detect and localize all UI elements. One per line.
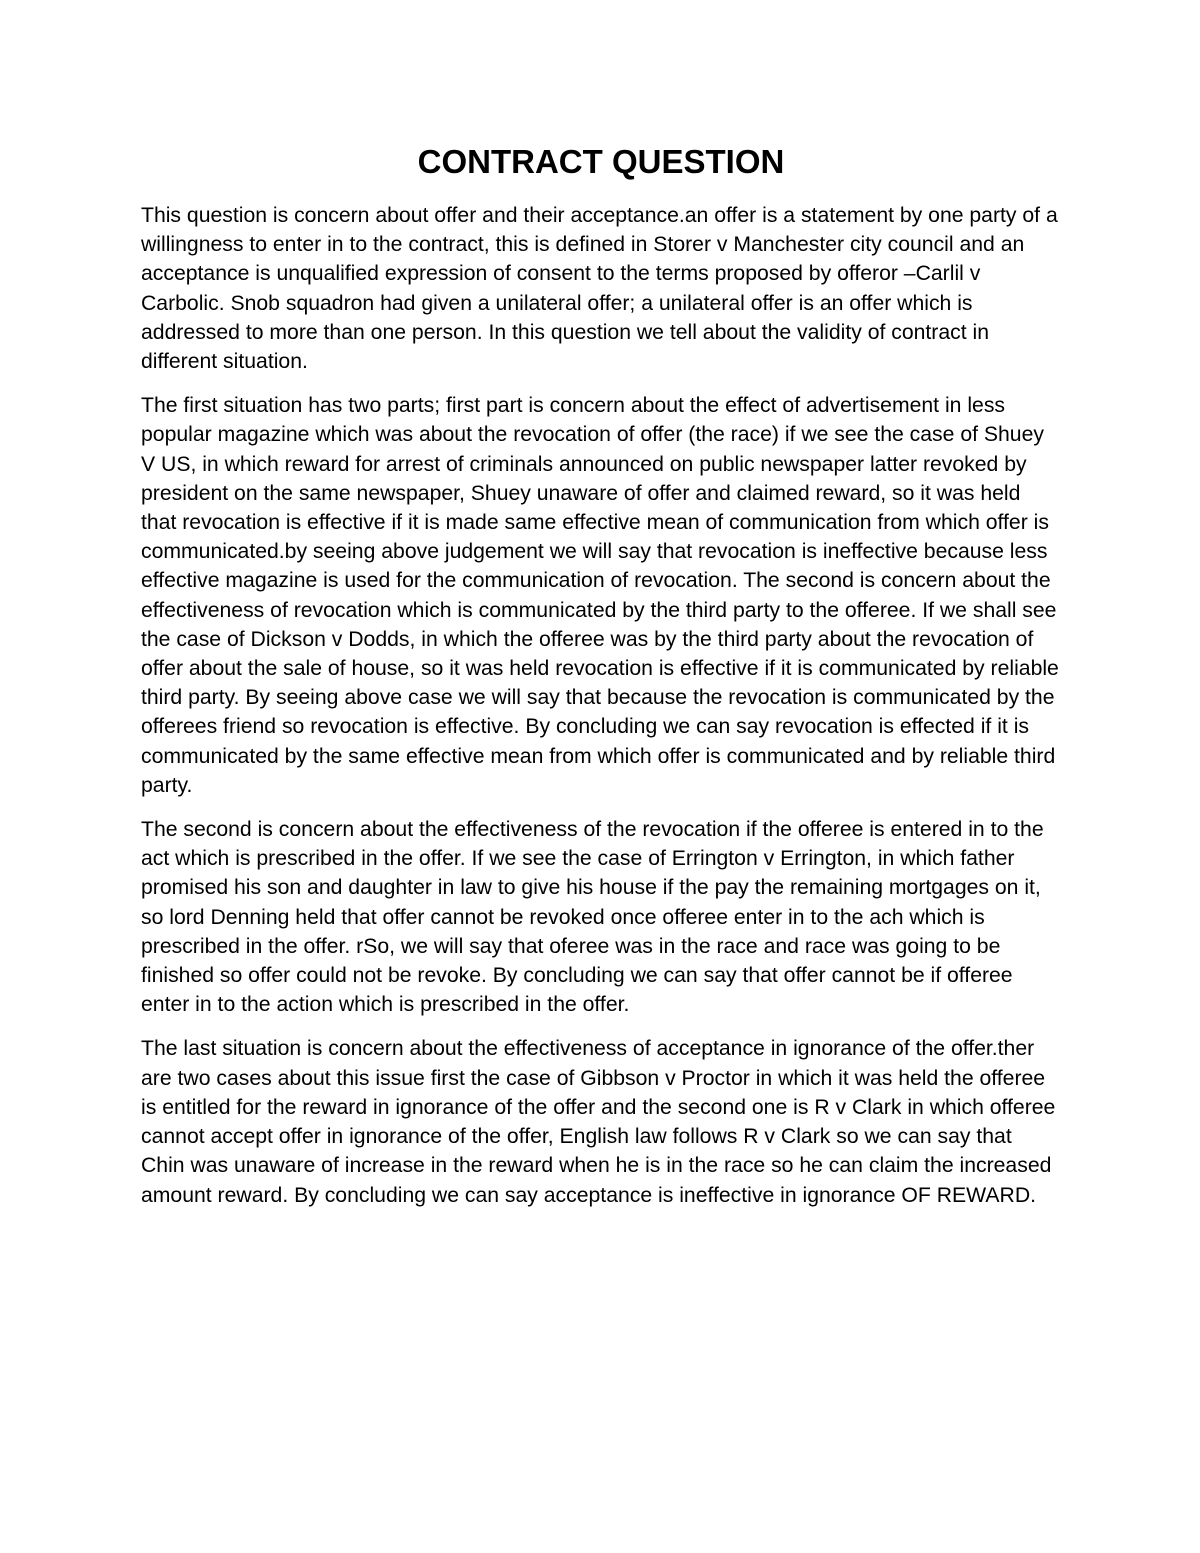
paragraph-first-situation: The first situation has two parts; first part is concern about the effect of advertisement in less popular magazine which was about the revocation of offer (the race) if we see the case of Shuey V US, in which reward for arrest of criminals announced on public newspaper latter revoked by president on the same newspaper, Shuey unaware of offer and claimed reward, so it was held that revocation is effective if it is made same effective mean of communication from which offer is communicated.by seeing above judgement we will say that revocation is ineffective because less effective magazine is used for the communication of revocation. The second is concern about the effectiveness of revocation which is communicated by the third party to the offeree. If we shall see the case of Dickson v Dodds, in which the offeree was by the third party about the revocation of offer about the sale of house, so it was held revocation is effective if it is communicated by reliable third party. By seeing above case we will say that because the revocation is communicated by the offerees friend so revocation is effective. By concluding we can say revocation is effected if it is communicated by the same effective mean from which offer is communicated and by reliable third party. bbox=[141, 394, 1059, 797]
paragraph-introduction: This question is concern about offer and their acceptance.an offer is a statement by one party of a willingness to enter in to the contract, this is defined in Storer v Manchester city council and an acceptance is unqualified expression of consent to the terms proposed by offeror –Carlil v Carbolic. Snob squadron had given a unilateral offer; a unilateral offer is an offer which is addressed to more than one person. In this question we tell about the validity of contract in different situation. bbox=[141, 204, 1058, 374]
document-title: CONTRACT QUESTION bbox=[417, 143, 785, 180]
paragraph-last-situation: The last situation is concern about the effectiveness of acceptance in ignorance of the offer.ther are two cases about this issue first the case of Gibbson v Proctor in which it was held the offeree is entitled for the reward in ignorance of the offer and the second one is R v Clark in which offeree cannot accept offer in ignorance of the offer, English law follows R v Clark so we can say that Chin was unaware of increase in the reward when he is in the race so he can claim the increased amount reward. By concluding we can say acceptance is ineffective in ignorance OF REWARD. bbox=[141, 1037, 1056, 1207]
document-body bbox=[141, 140, 1061, 1225]
paragraph-second-situation: The second is concern about the effectiveness of the revocation if the offeree is entered in to the act which is prescribed in the offer. If we see the case of Errington v Errington, in which father promised his son and daughter in law to give his house if the pay the remaining mortgages on it, so lord Denning held that offer cannot be revoked once offeree enter in to the ach which is prescribed in the offer. rSo, we will say that oferee was in the race and race was going to be finished so offer could not be revoke. By concluding we can say that offer cannot be if offeree enter in to the action which is prescribed in the offer. bbox=[141, 818, 1044, 1017]
